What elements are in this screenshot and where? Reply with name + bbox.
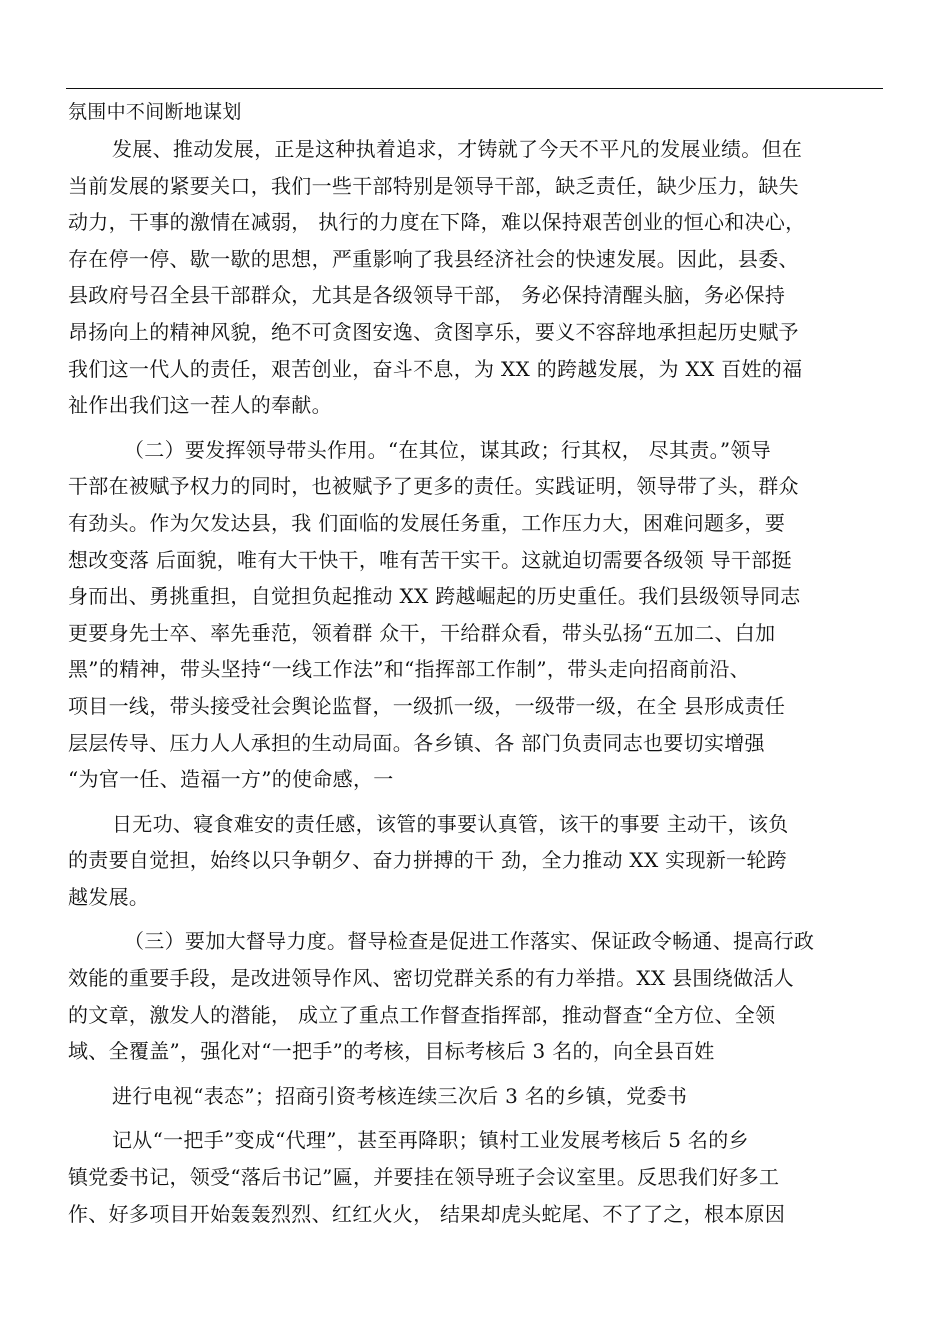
paragraph: [68, 1122, 882, 1232]
paragraph-line: 镇党委书记，领受“落后书记”匾，并要挂在领导班子会议室里。反思我们好多工: [68, 1165, 780, 1190]
paragraph-line: 祉作出我们这一茬人的奉献。: [68, 393, 332, 418]
paragraph-line: 的文章，激发人的潜能， 成立了重点工作督查指挥部，推动督查“全方位、全领: [68, 1002, 776, 1027]
paragraph-line: 身而出、勇挑重担，自觉担负起推动 XX 跨越崛起的历史重任。我们县级领导同志: [68, 584, 801, 609]
paragraph-line: 黑”的精神，带头坚持“一线工作法”和“指挥部工作制”，带头走向招商前沿、: [68, 657, 750, 682]
paragraph: [68, 806, 882, 916]
document-body: [68, 97, 882, 1232]
paragraph-line: 有劲头。作为欠发达县，我 们面临的发展任务重，工作压力大，困难问题多，要: [68, 510, 786, 535]
paragraph-line: （三）要加大督导力度。督导检查是促进工作落实、保证政令畅通、提高行政: [124, 929, 815, 954]
paragraph-line: 更要身先士卒、率先垂范，领着群 众干，干给群众看，带头弘扬“五加二、白加: [68, 620, 776, 645]
paragraph-line: 项目一线，带头接受社会舆论监督，一级抓一级，一级带一级，在全 县形成责任: [68, 693, 786, 718]
header-rule: [66, 88, 883, 89]
paragraph: [68, 923, 882, 1069]
paragraph-line: 日无功、寝食难安的责任感，该管的事要认真管，该干的事要 主动干，该负: [112, 811, 789, 836]
paragraph-line: 作、好多项目开始轰轰烈烈、红红火火， 结果却虎头蛇尾、不了了之，根本原因: [68, 1201, 786, 1226]
paragraph-line: 存在停一停、歇一歇的思想，严重影响了我县经济社会的快速发展。因此，县委、: [68, 246, 799, 271]
paragraph-line: 氛围中不间断地谋划: [68, 101, 242, 123]
paragraph-line: 发展、推动发展，正是这种执着追求，才铸就了今天不平凡的发展业绩。但在: [112, 137, 803, 161]
paragraph-line: 效能的重要手段，是改进领导作风、密切党群关系的有力举措。XX 县围绕做活人: [68, 966, 794, 991]
paragraph-line: 域、全覆盖”，强化对“一把手”的考核，目标考核后 3 名的，向全县百姓: [68, 1039, 715, 1064]
paragraph-line: 动力，干事的激情在减弱， 执行的力度在下降，难以保持艰苦创业的恒心和决心，: [68, 210, 806, 235]
paragraph-line: 层层传导、压力人人承担的生动局面。各乡镇、各 部门负责同志也要切实增强: [68, 730, 765, 755]
paragraph-line: 昂扬向上的精神风貌，绝不可贪图安逸、贪图享乐，要义不容辞地承担起历史赋予: [68, 319, 799, 344]
paragraph-line: “为官一任、造福一方”的使命感，一: [68, 767, 394, 792]
paragraph-line: 县政府号召全县干部群众，尤其是各级领导干部， 务必保持清醒头脑，务必保持: [68, 283, 786, 308]
paragraph-line: 的责要自觉担，始终以只争朝夕、奋力拼搏的干 劲，全力推动 XX 实现新一轮跨: [68, 848, 787, 873]
paragraph-line: 想改变落 后面貌，唯有大干快干，唯有苦干实干。这就迫切需要各级领 导干部挺: [68, 547, 792, 572]
paragraph: [68, 432, 882, 798]
paragraph: [68, 1078, 882, 1115]
paragraph-line: 当前发展的紧要关口，我们一些干部特别是领导干部，缺乏责任，缺少压力，缺失: [68, 173, 799, 198]
paragraph-line: 越发展。: [68, 884, 150, 909]
paragraph-line: 我们这一代人的责任，艰苦创业，奋斗不息，为 XX 的跨越发展，为 XX 百姓的福: [68, 356, 803, 381]
paragraph-line: 进行电视“表态”；招商引资考核连续三次后 3 名的乡镇，党委书: [112, 1083, 688, 1108]
paragraph-line: （二）要发挥领导带头作用。“在其位，谋其政；行其权， 尽其责。”领导: [124, 437, 772, 462]
paragraph-line: 干部在被赋予权力的同时，也被赋予了更多的责任。实践证明，领导带了头，群众: [68, 474, 799, 499]
paragraph: [68, 131, 882, 424]
paragraph-line: 记从“一把手”变成“代理”，甚至再降职；镇村工业发展考核后 5 名的乡: [112, 1128, 749, 1153]
